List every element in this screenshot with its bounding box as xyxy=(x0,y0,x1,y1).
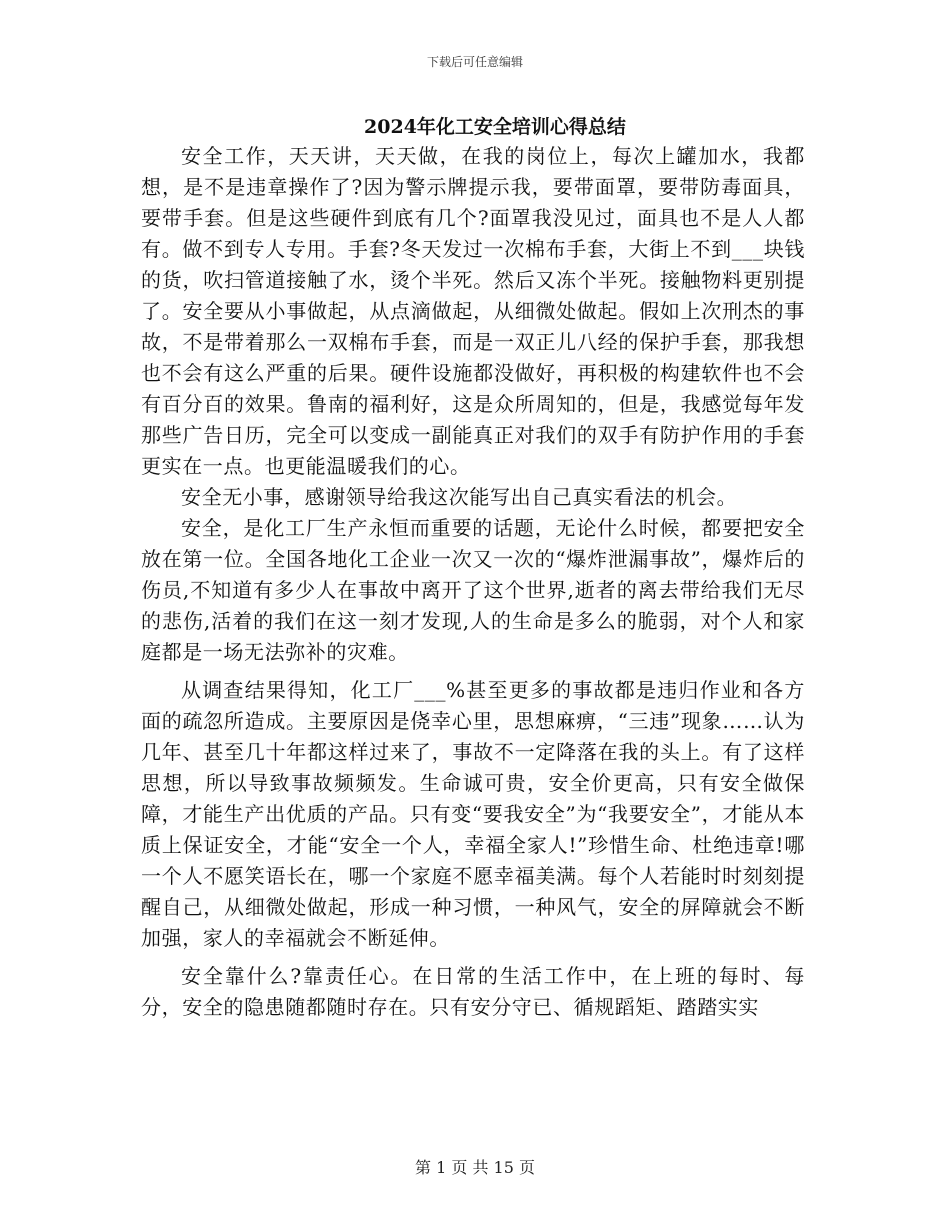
document-body xyxy=(141,141,805,1023)
paragraph-3: 安全，是化工厂生产永恒而重要的话题，无论什么时候，都要把安全放在第一位。全国各地化工企业一次又一次的“爆炸泄漏事故”，爆炸后的伤员,不知道有多少人在事故中离开了这个世界,逝者的离去带给我们无尽的悲伤,活着的我们在这一刻才发现,人的生命是多么的脆弱，对个人和家庭都是一场无法弥补的灾难。 xyxy=(141,516,805,664)
paragraph-2: 安全无小事，感谢领导给我这次能写出自己真实看法的机会。 xyxy=(181,485,738,509)
paragraph-4: 从调查结果得知，化工厂___%甚至更多的事故都是违归作业和各方面的疏忽所造成。主要原因是侥幸心里，思想麻痹，“三违”现象……认为几年、甚至几十年都这样过来了，事故不一定降落在我的头上。有了这样思想，所以导致事故频频发。生命诚可贵，安全价更高，只有安全做保障，才能生产出优质的产品。只有变“要我安全”为“我要安全”，才能从本质上保证安全，才能“安全一个人，幸福全家人!”珍惜生命、杜绝违章!哪一个人不愿笑语长在，哪一个家庭不愿幸福美满。每个人若能时时刻刻提醒自己，从细微处做起，形成一种习惯，一种风气，安全的屏障就会不断加强，家人的幸福就会不断延伸。 xyxy=(141,678,805,950)
paragraph-1: 安全工作，天天讲，天天做，在我的岗位上，每次上罐加水，我都想，是不是违章操作了?因为警示牌提示我，要带面罩，要带防毒面具，要带手套。但是这些硬件到底有几个?面罩我没见过，面具也不是人人都有。做不到专人专用。手套?冬天发过一次棉布手套，大街上不到___块钱的货，吹扫管道接触了水，烫个半死。然后又冻个半死。接触物料更别提了。安全要从小事做起，从点滴做起，从细微处做起。假如上次刑杰的事故，不是带着那么一双棉布手套，而是一双正儿八经的保护手套，那我想也不会有这么严重的后果。硬件设施都没做好，再积极的构建软件也不会有百分百的效果。鲁南的福利好，这是众所周知的，但是，我感觉每年发那些广告日历，完全可以变成一副能真正对我们的双手有防护作用的手套更实在一点。也更能温暖我们的心。 xyxy=(141,144,805,478)
paragraph-5: 安全靠什么?靠责任心。在日常的生活工作中，在上班的每时、每分，安全的隐患随都随时存在。只有安分守已、循规蹈矩、踏踏实实 xyxy=(141,964,805,1019)
page-number: 第 1 页 共 15 页 xyxy=(415,1158,535,1177)
page-header-note: 下载后可任意编辑 xyxy=(426,55,523,69)
document-title: 2024年化工安全培训心得总结 xyxy=(364,116,626,138)
